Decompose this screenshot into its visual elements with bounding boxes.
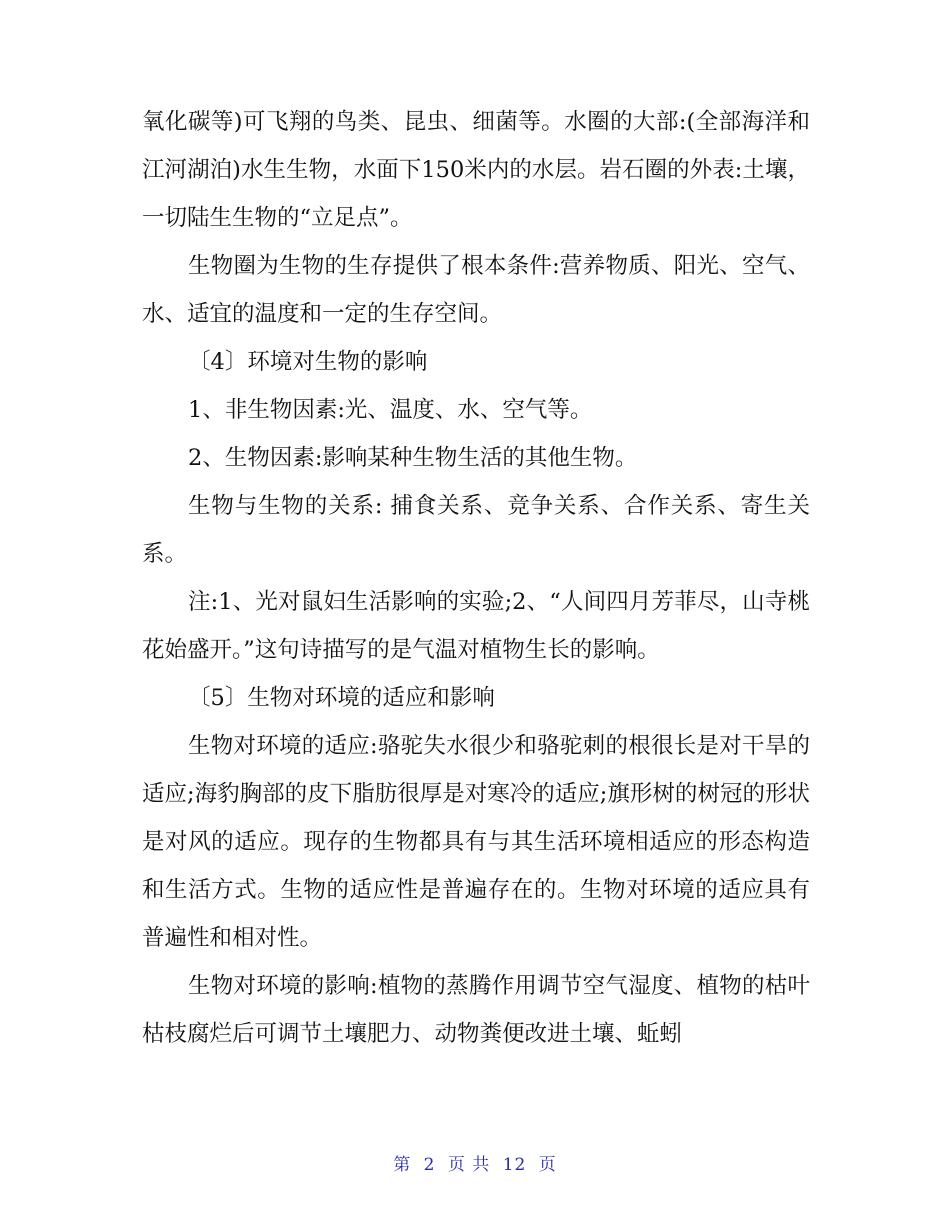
footer-prefix: 第 — [393, 1155, 412, 1175]
section-heading-4: 〔4〕环境对生物的影响 — [188, 349, 428, 375]
paragraph-2: 生物圈为生物的生存提供了根本条件:营养物质、阳光、空气、水、适宜的温度和一定的生存空间。 — [142, 253, 810, 327]
paragraph-abiotic-factors: 1、非生物因素:光、温度、水、空气等。 — [188, 397, 593, 423]
paragraph-note: 注:1、光对鼠妇生活影响的实验;2、“人间四月芳菲尽，山寺桃花始盛开。”这句诗描写的是气温对植物生长的影响。 — [142, 589, 810, 663]
current-page-number: 2 — [423, 1155, 436, 1175]
paragraph-relations: 生物与生物的关系: 捕食关系、竞争关系、合作关系、寄生关系。 — [142, 493, 810, 567]
footer-suffix: 页 — [538, 1155, 557, 1175]
paragraph-biotic-factors: 2、生物因素:影响某种生物生活的其他生物。 — [188, 445, 638, 471]
footer-middle: 页 共 — [447, 1155, 491, 1175]
document-body — [142, 98, 810, 1058]
paragraph-1: 氧化碳等)可飞翔的鸟类、昆虫、细菌等。水圈的大部:(全部海洋和江河湖泊)水生生物，水面下150米内的水层。岩石圈的外表:土壤，一切陆生生物的“立足点”。 — [142, 109, 810, 231]
section-heading-5: 〔5〕生物对环境的适应和影响 — [188, 685, 495, 711]
paragraph-influence: 生物对环境的影响:植物的蒸腾作用调节空气湿度、植物的枯叶枯枝腐烂后可调节土壤肥力、动物粪便改进土壤、蚯蚓 — [142, 973, 810, 1047]
total-page-number: 12 — [502, 1155, 527, 1175]
page-number-footer — [0, 1150, 950, 1175]
paragraph-adaptation: 生物对环境的适应:骆驼失水很少和骆驼刺的根很长是对干旱的适应;海豹胸部的皮下脂肪很厚是对寒冷的适应;旗形树的树冠的形状是对风的适应。现存的生物都具有与其生活环境相适应的形态构造和生活方式。生物的适应性是普遍存在的。生物对环境的适应具有普遍性和相对性。 — [142, 733, 810, 951]
